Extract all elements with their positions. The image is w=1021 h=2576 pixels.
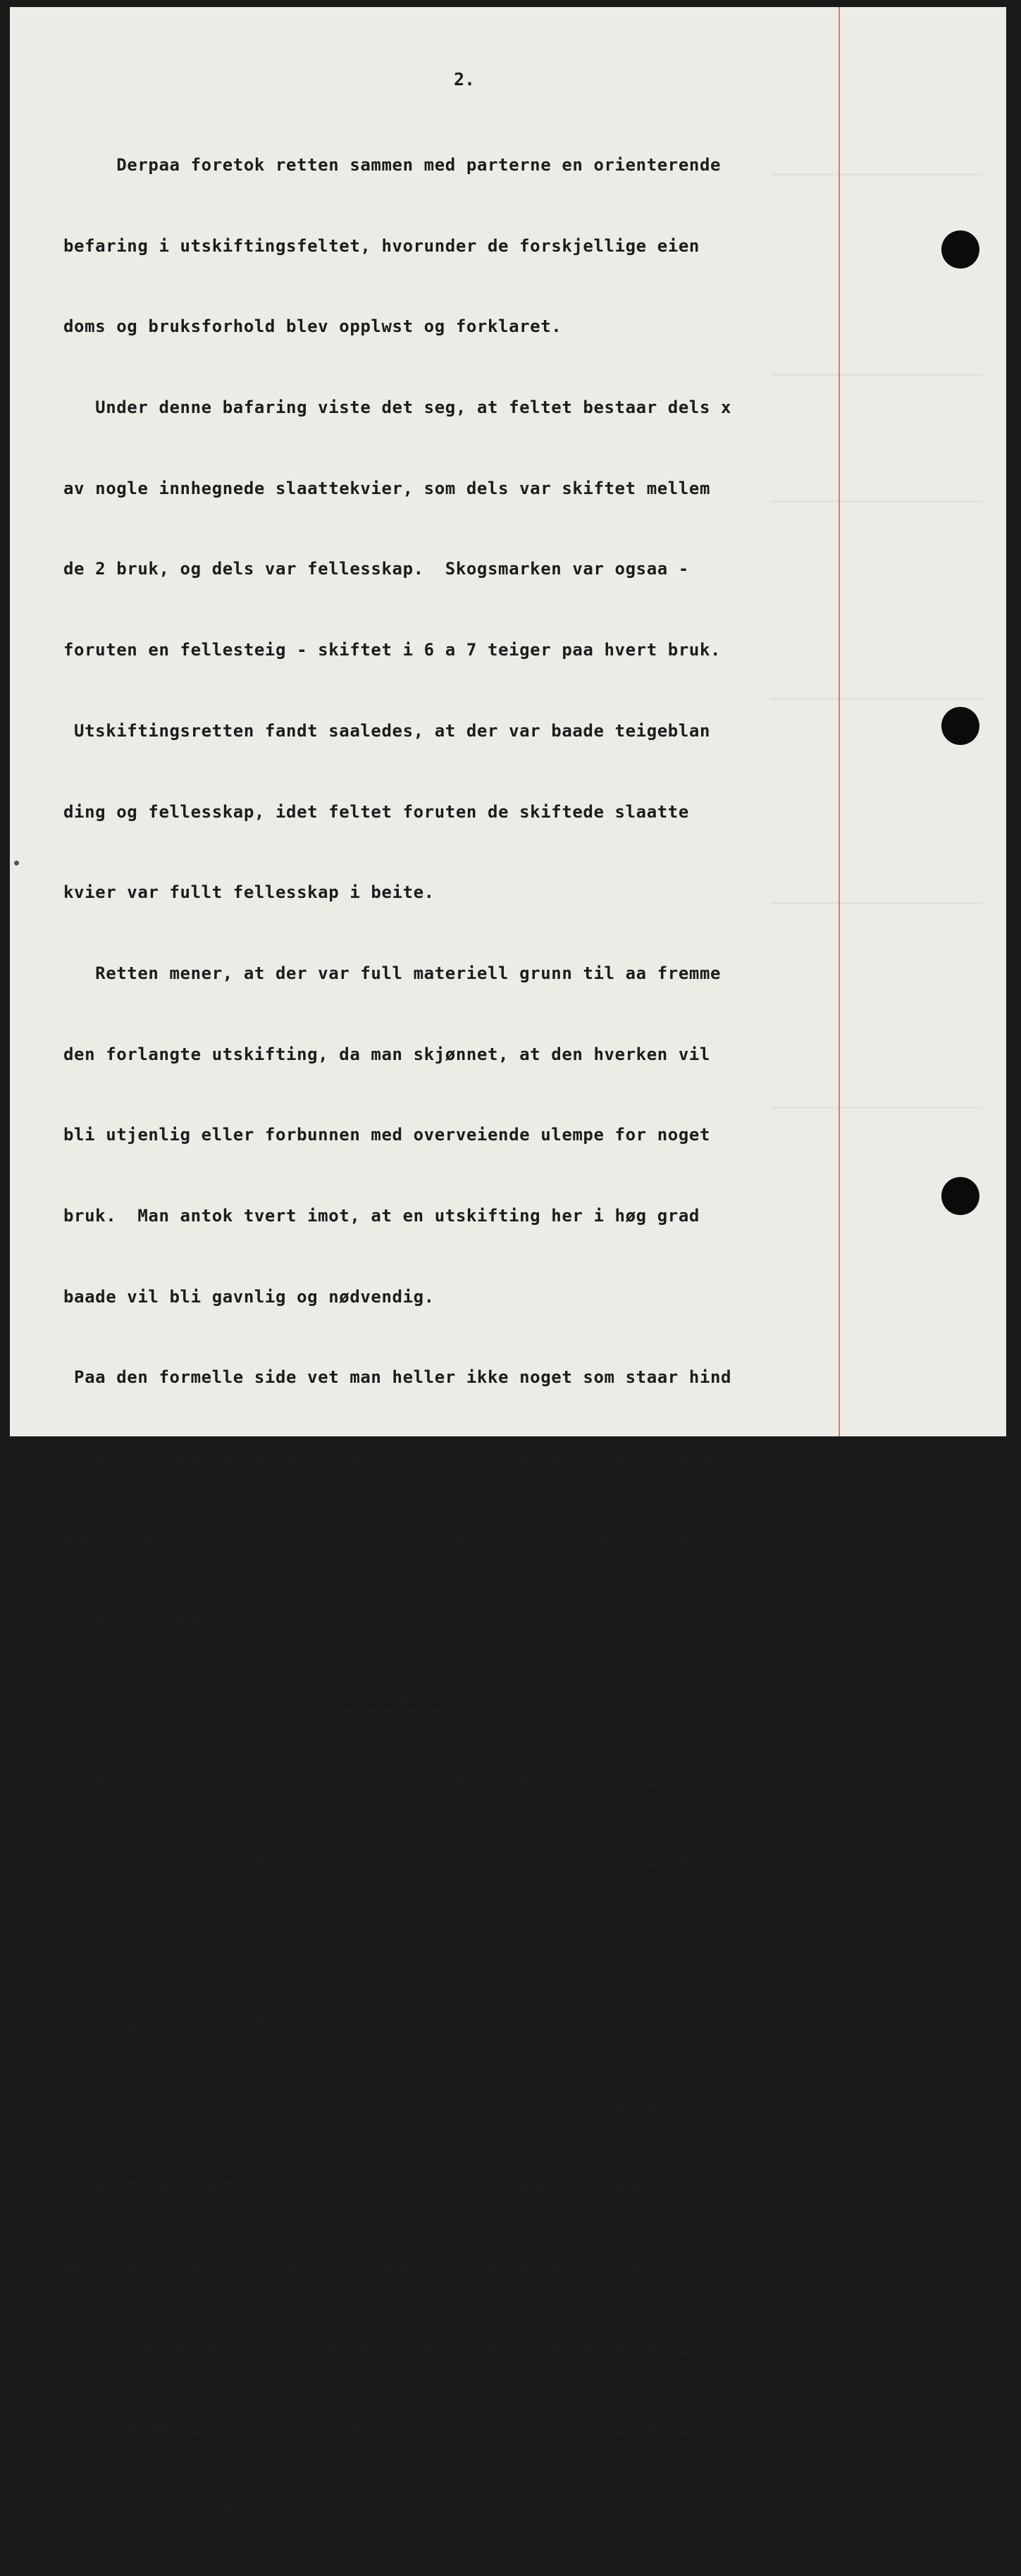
text-line: stemme." — [63, 1933, 149, 1954]
text-line: fremme i den utstrekning som utskiftingsretten senere vil be — [63, 1852, 700, 1873]
text-line: bli utjenlig eller forbunnen med overveiende ulempe for noget — [63, 1125, 711, 1145]
text-line: bruk. Man antok tvert imot, at en utskifting her i høg grad — [63, 1205, 700, 1226]
text-line: nogen innsigelse eller protest imot, avsa utskiftingsretten — [63, 1529, 689, 1549]
text-line: av nogle innhegnede slaattekvier, som dels var skiftet mellem — [63, 478, 711, 498]
punch-hole — [941, 707, 979, 745]
text-line: baade vil bli gavnlig og nødvendig. — [63, 1286, 435, 1307]
margin-rule — [839, 7, 840, 1436]
text-line: " Den forlangte utskifting over Stennes nedeutmark blir aa — [63, 1771, 700, 1792]
document-page — [10, 7, 1006, 2519]
punch-hole — [941, 1177, 979, 1215]
text-line: den forlangte utskifting, da man skjønnet, at den hverken vil — [63, 1044, 711, 1064]
text-line: foruten en fellesteig - skiftet i 6 a 7 teiger paa hvert bruk. — [63, 640, 722, 660]
text-line: Sørheim og Eidem, som for det meste er betegnet med oppført gjer — [63, 2176, 743, 2196]
text-line: rende i vegen for utskiftingens fremme, og da der ikke fremkom — [63, 1448, 722, 1468]
ink-speck — [14, 861, 19, 865]
text-line: ding og fellesskap, idet feltet foruten de skiftede slaatte — [63, 801, 689, 822]
text-line: jeres som almindelig. Kartgrensen mot swd blir til grensen mot — [63, 2095, 732, 2115]
heading-line — [63, 1687, 839, 1728]
document-body — [63, 111, 839, 2576]
text-line: befaring i utskiftingsfeltet, hvorunder de forskjellige eien — [63, 235, 700, 256]
text-line: til sjøen og dels til de nevnte slaattekvier og mot vest til — [63, 2337, 700, 2358]
text-line: de. Mot nord til skogbwttet innenfor Lofturen, mot aust dels — [63, 2256, 722, 2276]
text-line: Retten mener, at der var full materiell grunn til aa fremme — [63, 963, 722, 983]
text-line: grensen mot Lid og Ytrestennes. Disse grenser vil bli paaviste — [63, 2418, 722, 2439]
text-line: kvier var fullt fellesskap i beite. — [63, 882, 435, 903]
text-line: Utskiftingsretten fandt saaledes, at der var baade teigeblan — [63, 720, 711, 741]
text-line: de 2 bruk, og dels var fellesskap. Skogsmarken var ogsaa - — [63, 559, 689, 579]
text-line: ved karleggingen. — [63, 2498, 244, 2519]
text-line: Derpaa foretok retten sammen med parterne en orienterende — [63, 155, 722, 175]
text-line: doms og bruksforhold blev opplwst og forklaret. — [63, 316, 562, 337]
page-number: 2. — [454, 69, 476, 90]
text-line: Under denne bafaring viste det seg, at feltet bestaar dels x — [63, 398, 732, 418]
text-line: enstemmig det — [63, 1610, 202, 1630]
text-line: Paa den formelle side vet man heller ikke noget som staar hind — [63, 1367, 732, 1388]
text-line: Videre besluttedes aa oppta kart over feltet, og kartet detal — [63, 2014, 743, 2034]
punch-hole — [941, 230, 979, 269]
verdict-heading: S K J Ø N N — [334, 1691, 451, 1711]
